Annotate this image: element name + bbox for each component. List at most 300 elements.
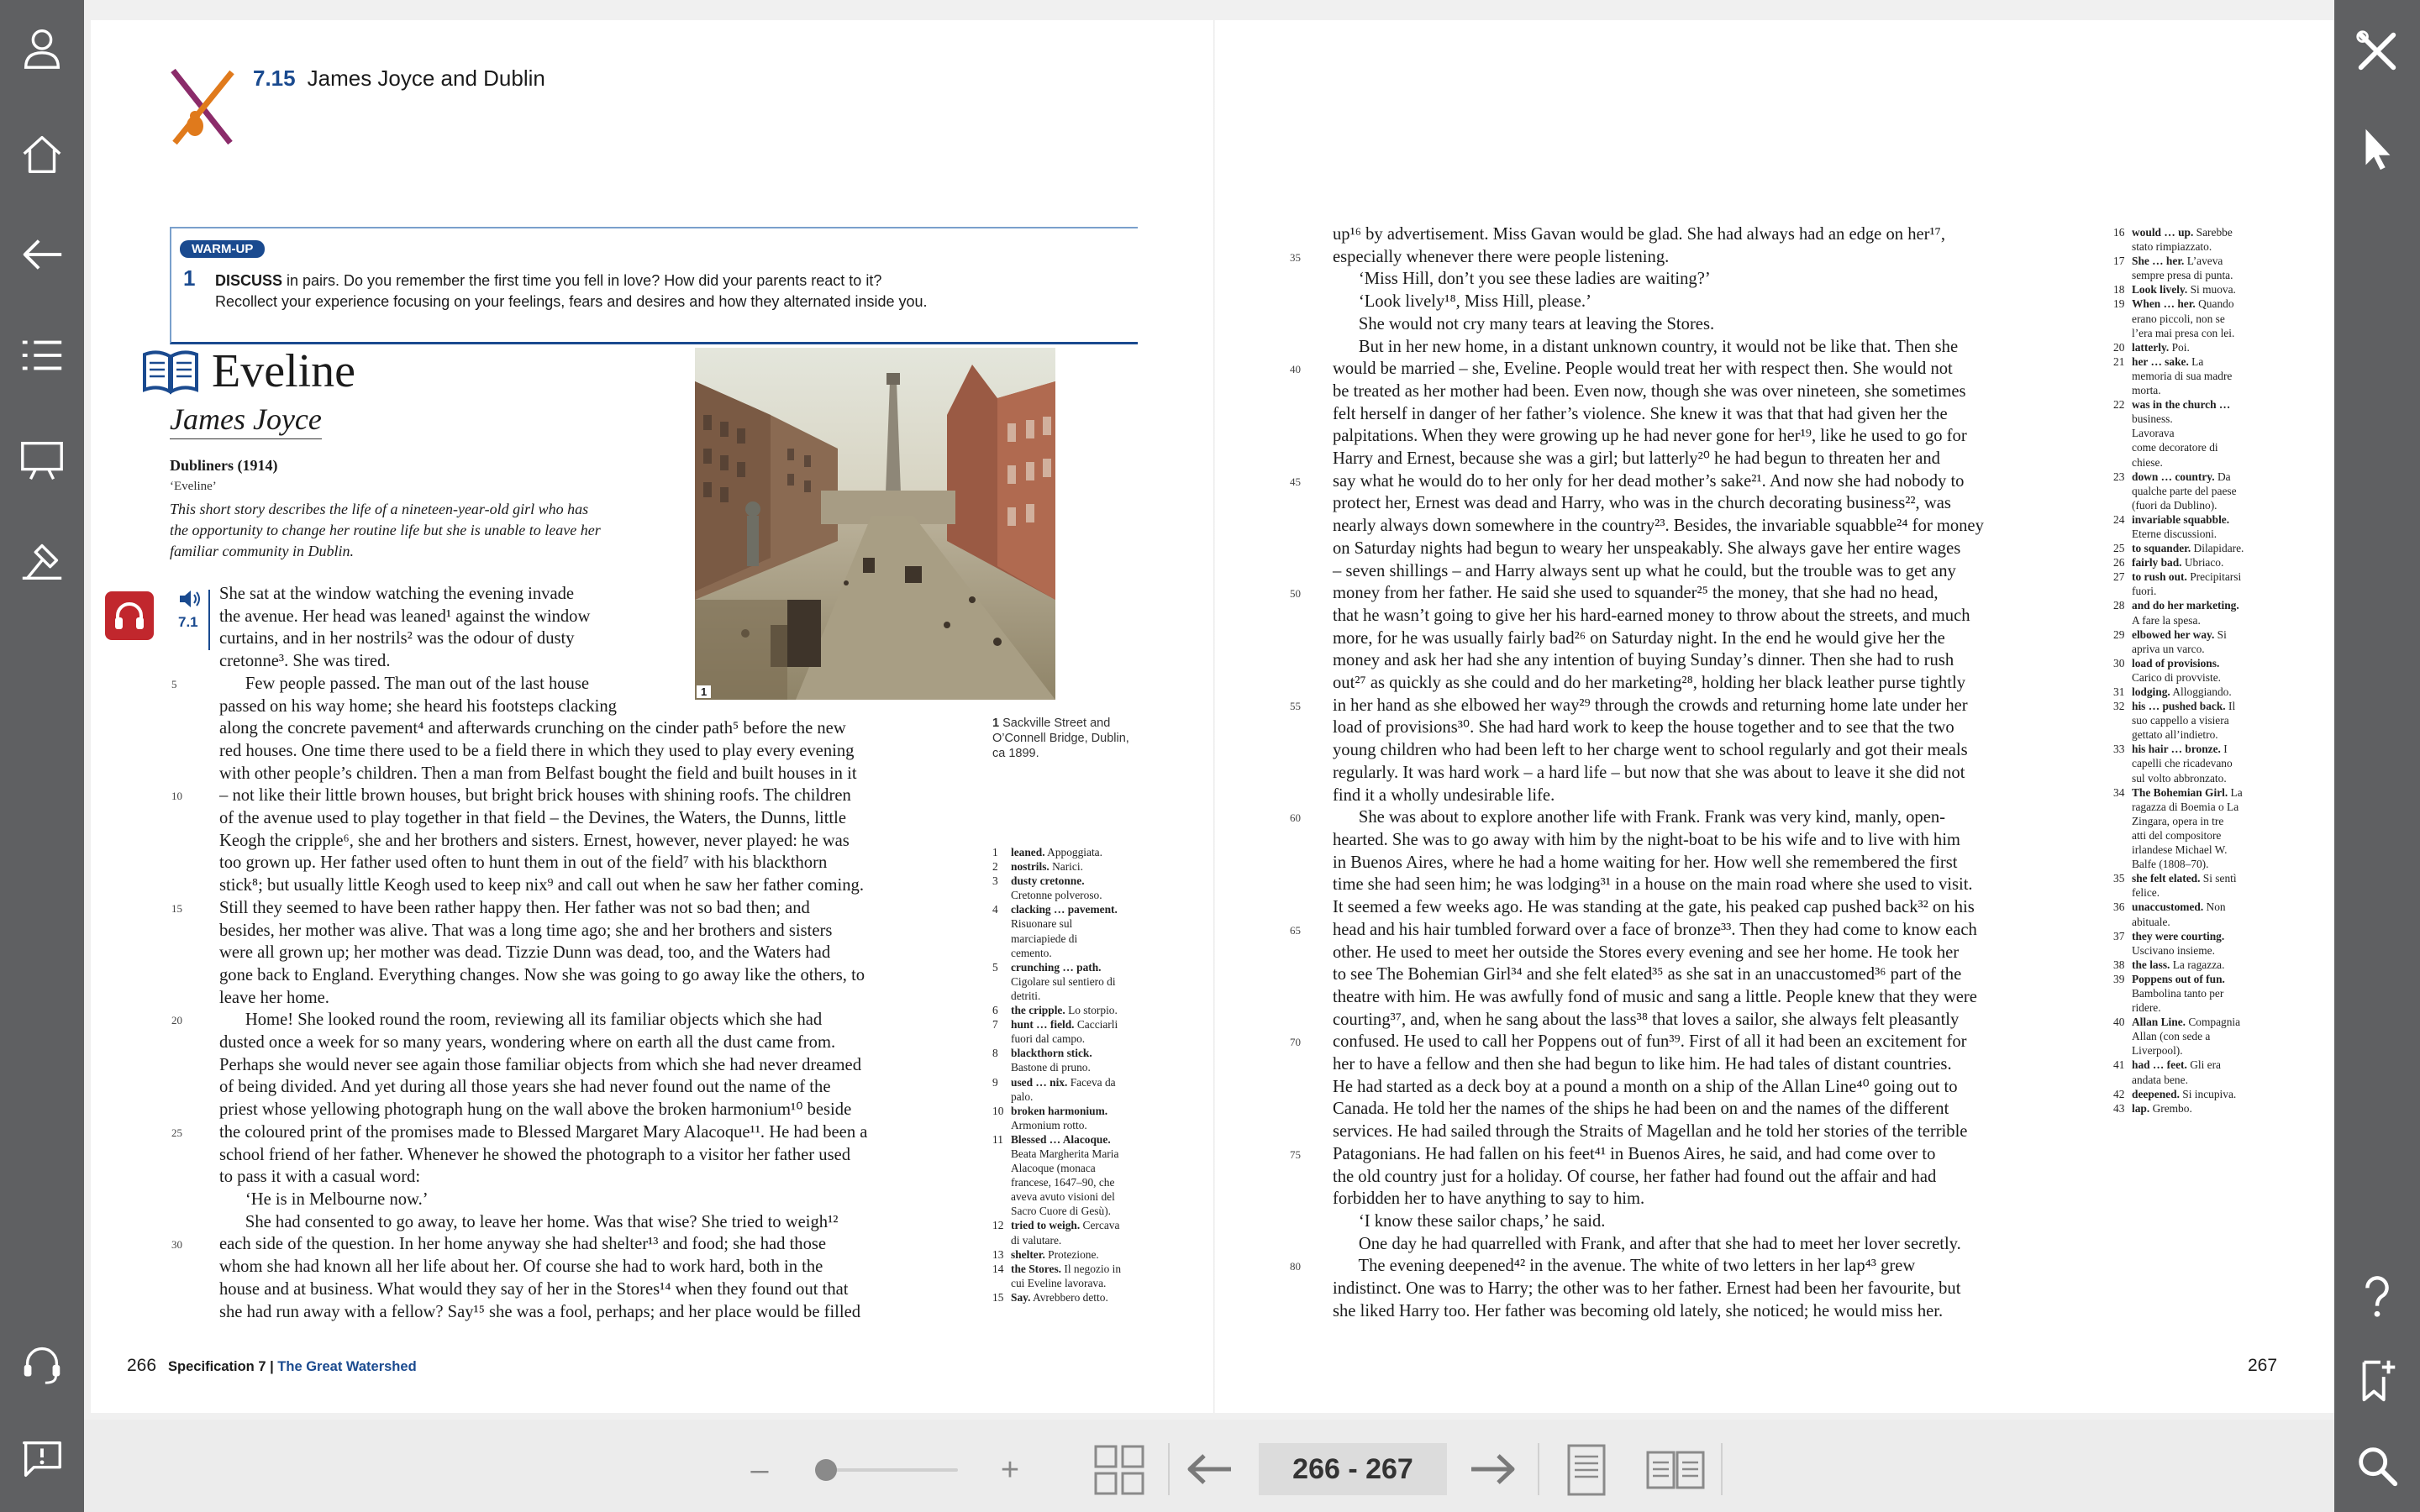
page-number-right: 267 (2248, 1356, 2278, 1375)
audio-track-marker[interactable] (178, 588, 208, 631)
glossary-definition: ridere. (2132, 1001, 2161, 1015)
glossary-term: her … sake. (2132, 354, 2189, 368)
single-page-view-button[interactable] (1561, 1440, 1612, 1500)
arrow-right-icon (1468, 1452, 1518, 1486)
glossary-body (2132, 354, 2232, 397)
text-line: hearted. She was to go away with him by the night-boat to be his wife and to live with him (1333, 830, 1960, 849)
story-intro-line: familiar community in Dublin. (170, 543, 354, 559)
glossary-number: 4 (992, 903, 998, 916)
text-line: Harry and Ernest, because she was a girl; but latterly²⁰ he had begun to threaten her and (1333, 449, 1940, 469)
glossary-term: elbowed her way. (2132, 627, 2215, 641)
page-range-field[interactable]: 266 - 267 (1259, 1443, 1447, 1495)
glossary-term: used … nix. (1011, 1075, 1068, 1089)
glossary-definition: Cercava (1080, 1219, 1120, 1232)
text-line: be treated as her mother had been. Even now, though she was over nineteen, she sometimes (1333, 381, 1966, 401)
text-line: – seven shillings – and Harry always sent up what he could, but the trouble was to get any (1333, 561, 1956, 580)
glossary-body (1011, 1003, 1118, 1017)
text-line: too grown up. Her father used often to hunt them in out of the field⁷ with his blackthorn (219, 853, 828, 873)
left-page (91, 20, 1214, 1413)
text-line: Home! She looked round the room, reviewing all its familiar objects which she had (219, 1011, 823, 1030)
glossary-definition: come decoratore di (2132, 441, 2218, 454)
glossary-body (2132, 742, 2233, 785)
glossary-definition: Si (2214, 627, 2227, 641)
glossary-term: shelter. (1011, 1247, 1045, 1261)
text-line: confused. He used to call her Poppens out of fun³⁹. First of all it had been an excitement for (1333, 1032, 1967, 1052)
glossary-number: 17 (2113, 255, 2125, 268)
glossary-body (2132, 470, 2237, 512)
glossary-term: When … her. (2132, 297, 2196, 311)
text-line: dusted once a week for so many years, wondering where on earth all the dust came from. (219, 1033, 836, 1053)
glossary-definition: Bambolina tanto per (2132, 986, 2224, 1000)
glossary-definition: capelli che ricadevano (2132, 757, 2233, 770)
audio-track-number: 7.1 (178, 614, 198, 630)
text-line: to pass it with a casual word: (219, 1168, 421, 1187)
double-page-view-button[interactable] (1642, 1440, 1709, 1500)
glossary-body (2132, 1058, 2221, 1086)
glossary-entry (2113, 541, 2281, 555)
glossary-term: Blessed … Alacoque. (1011, 1132, 1111, 1146)
warmup-number: 1 (183, 265, 196, 291)
glossary-definition: felice. (2132, 886, 2160, 900)
text-line: out²⁷ as quickly as she could and do her marketing²⁸, holding her black leather purse tightly (1333, 674, 1966, 693)
glossary-term: the Stores. (1011, 1262, 1062, 1275)
glossary-body (2132, 397, 2230, 469)
glossary-body (2132, 685, 2232, 699)
glossary-definition: atti del compositore (2132, 828, 2222, 842)
glossary-definition: Alacoque (monaca (1011, 1162, 1096, 1175)
glossary-body (1011, 1075, 1116, 1104)
glossary-number: 37 (2113, 929, 2125, 942)
glossary-definition: qualche parte del paese (2132, 484, 2237, 497)
text-line: would be married – she, Eveline. People would treat her with respect then. She would not (1333, 360, 1953, 379)
glossary-definition: Faceva da (1067, 1075, 1116, 1089)
glossary-definition: Dilapidare. (2191, 542, 2244, 555)
text-line: She sat at the window watching the evening invade (219, 585, 575, 603)
support-icon[interactable] (0, 1317, 84, 1410)
glossary-term: The Bohemian Girl. (2132, 785, 2228, 799)
glossary-definition: Si incupiva. (2179, 1087, 2237, 1100)
glossary-definition: Balfe (1808–70). (2132, 858, 2209, 871)
glossary-definition: Il negozio in (1061, 1262, 1122, 1275)
text-line: money from her father. He said she used to squander²⁵ the money, that she had no head, (1333, 584, 1939, 603)
glossary-term: fairly bad. (2132, 556, 2182, 570)
glossary-term: they were courting. (2132, 929, 2225, 942)
glossary-definition: Beata Margherita Maria (1011, 1147, 1119, 1160)
glossary-definition: suo cappello a visiera (2132, 714, 2229, 727)
glossary-term: load of provisions. (2132, 656, 2220, 669)
text-line: find it a wholly undesirable life. (1333, 785, 1555, 805)
zoom-slider[interactable] (815, 1462, 958, 1478)
back-arrow-icon[interactable] (0, 208, 84, 301)
glossary-definition: (fuori da Dublino). (2132, 498, 2217, 512)
tools-close-icon[interactable] (2334, 5, 2420, 97)
glossary-definition: aveva avuto visioni del (1011, 1190, 1115, 1204)
glossary-number: 8 (992, 1047, 998, 1060)
story-text-right (1333, 223, 2173, 1322)
glossary-number: 30 (2113, 656, 2125, 669)
text-line: courting³⁷, and, when he sang about the lass³⁸ that loves a sailor, she always felt pleasantly (1333, 1010, 1960, 1029)
glossary-term: invariable squabble. (2132, 512, 2230, 526)
footer-spec: Specification 7 | (168, 1359, 278, 1374)
glossary-entry (2113, 742, 2281, 785)
warmup-text (215, 270, 928, 312)
glossary-body (2132, 598, 2239, 627)
story-intro (170, 499, 758, 562)
glossary-definition: fuori dal campo. (1011, 1032, 1086, 1046)
glossary-entry (992, 1262, 1160, 1290)
line-number: 55 (1290, 699, 1301, 712)
glossary-definition: Grembo. (2149, 1101, 2192, 1115)
text-line: the avenue. Her head was leaned¹ against the window (219, 606, 591, 626)
glossary-definition: Cretonne polveroso. (1011, 889, 1102, 902)
glossary-definition: sul volto abbronzato. (2132, 771, 2227, 785)
glossary-entry (2113, 340, 2281, 354)
glossary-definition: morta. (2132, 384, 2161, 397)
glossary-definition: Liverpool). (2132, 1044, 2183, 1058)
section-title: James Joyce and Dublin (307, 66, 545, 91)
glossary-entry (2113, 354, 2281, 397)
glossary-definition: Zingara, opera in tre (2132, 814, 2224, 827)
glossary-entry (2113, 1101, 2281, 1116)
single-page-icon (1566, 1443, 1607, 1497)
glossary-definition: Il (2225, 700, 2236, 713)
text-line: Few people passed. The man out of the last house (219, 674, 590, 693)
page-number-left: 266 (127, 1356, 157, 1375)
glossary-body (1011, 902, 1118, 959)
glossary-definition: Gli era (2186, 1058, 2221, 1072)
glossary-term: would … up. (2132, 226, 2194, 239)
caption-line: O’Connell Bridge, Dublin, (992, 732, 1129, 745)
text-line: say what he would do to her only for her dead mother’s sake²¹. And now she had nobody to (1333, 471, 1965, 491)
zoom-in-button[interactable] (992, 1446, 1028, 1494)
text-line: Canada. He told her the names of the ships he had been on and the names of the different (1333, 1100, 1949, 1119)
glossary-definition: Poi. (2169, 340, 2190, 354)
glossary-term: was in the church … (2132, 398, 2231, 412)
glossary-definition: cui Eveline lavorava. (1011, 1276, 1107, 1289)
right-page (1214, 20, 2334, 1413)
text-line: up¹⁶ by advertisement. Miss Gavan would be glad. She had always had an edge on her¹⁷, (1333, 225, 1946, 244)
glossary-entry (2113, 254, 2281, 282)
glossary-entry (992, 960, 1160, 1003)
story-title: Eveline (212, 345, 356, 397)
text-line: more, for he was usually fairly bad²⁶ on Saturday night. In the end he would give her the (1333, 628, 1945, 648)
glossary-number: 21 (2113, 354, 2125, 368)
speaker-icon (178, 588, 203, 610)
line-number: 20 (171, 1014, 182, 1027)
glossary-term: She … her. (2132, 255, 2185, 268)
text-line: of being divided. And yet during all those years she had never found out the name of the (219, 1078, 831, 1097)
glossary-number: 5 (992, 960, 998, 974)
arrow-left-icon (1184, 1452, 1234, 1486)
text-line: forbidden her to have anything to say to him. (1333, 1189, 1645, 1209)
glossary-term: Poppens out of fun. (2132, 972, 2225, 985)
glossary-term: and do her marketing. (2132, 599, 2239, 612)
glossary-body (2132, 900, 2226, 928)
glossary-term: his hair … bronze. (2132, 743, 2221, 756)
glossary-body (2132, 627, 2227, 656)
text-line: in Buenos Aires, where he had a home waiting for her. How well she remembered the first (1333, 853, 1958, 872)
glossary-entry (2113, 627, 2281, 656)
glossary-term: Look lively. (2132, 283, 2188, 297)
text-line: with other people’s children. Then a man from Belfast bought the field and built houses in it (219, 764, 857, 783)
pointer-icon[interactable] (2334, 102, 2420, 195)
glossary-definition: andata bene. (2132, 1073, 2188, 1086)
line-number: 5 (171, 677, 177, 690)
open-book-icon (141, 348, 200, 395)
glossary-body (2132, 972, 2225, 1015)
story-title-block (141, 344, 355, 398)
warmup-badge: WARM-UP (180, 240, 265, 258)
text-line: She would not cry many tears at leaving the Stores. (1333, 314, 1715, 333)
divider (1168, 1443, 1170, 1495)
glossary-number: 20 (2113, 340, 2125, 354)
glossary-body (1011, 1104, 1107, 1132)
glossary-definition: fuori. (2132, 585, 2157, 598)
glossary-number: 24 (2113, 512, 2125, 526)
glossary-definition: Alloggiando. (2170, 685, 2232, 698)
text-line: in her hand as she elbowed her way²⁹ through the crowds and returning home late under her (1333, 696, 1968, 715)
glossary-entry (2113, 470, 2281, 512)
text-line: she had run away with a fellow? Say¹⁵ she was a fool, perhaps; and her place would be filled (219, 1302, 861, 1321)
section-header (253, 66, 545, 92)
glossary-definition: Cigolare sul sentiero di (1011, 974, 1116, 988)
glossary-body (2132, 254, 2233, 282)
line-number: 75 (1290, 1147, 1301, 1161)
glossary-entry (2113, 1058, 2281, 1086)
glossary-definition: Armonium rotto. (1011, 1118, 1087, 1131)
zoom-out-label: – (750, 1452, 769, 1488)
help-icon[interactable] (2334, 1250, 2420, 1342)
glossary-body (1011, 845, 1102, 859)
text-line: One day he had quarrelled with Frank, and after that she had to meet her lover secretly. (1333, 1234, 1961, 1253)
story-book: Dubliners (1914) (170, 457, 278, 474)
text-line: theatre with him. He was awfully fond of music and sang a little. People knew that they were (1333, 987, 1977, 1006)
text-line: But in her new home, in a distant unknown country, it would not be like that. Then she (1333, 337, 1959, 356)
tools-icon[interactable] (0, 514, 84, 606)
glossary-entry (2113, 656, 2281, 685)
glossary-entry (2113, 225, 2281, 254)
text-line: curtains, and in her nostrils² was the odour of dusty (219, 629, 575, 648)
glossary-entry (2113, 958, 2281, 972)
glossary-number: 3 (992, 874, 998, 888)
glossary-entry (2113, 871, 2281, 900)
glossary-entry (992, 1003, 1160, 1017)
zoom-out-button[interactable] (741, 1446, 778, 1494)
glossary-entry (2113, 282, 2281, 297)
glossary-body (2132, 282, 2236, 297)
glossary-entry (992, 1104, 1160, 1132)
text-line: ‘Look lively¹⁸, Miss Hill, please.’ (1333, 292, 1591, 312)
glossary-term: to squander. (2132, 542, 2191, 555)
glossary-number: 35 (2113, 872, 2125, 885)
glossary-body (2132, 958, 2224, 972)
text-line: – not like their little brown houses, but bright brick houses with shining roofs. The children (219, 786, 851, 806)
glossary-number: 26 (2113, 556, 2125, 570)
glossary-number: 2 (992, 860, 998, 874)
glossary-term: broken harmonium. (1011, 1104, 1108, 1117)
glossary-definition: Risuonare sul (1011, 917, 1073, 931)
text-line: each side of the question. In her home anyway she had shelter¹³ and food; she had those (219, 1235, 827, 1254)
glossary-term: the lass. (2132, 958, 2170, 971)
glossary-body (1011, 1017, 1118, 1046)
story-intro-line: This short story describes the life of a nineteen-year-old girl who has (170, 501, 589, 517)
text-line: cretonne³. She was tired. (219, 652, 391, 671)
glossary-body (2132, 1101, 2192, 1116)
divider (1538, 1443, 1539, 1495)
glossary-entry (992, 1218, 1160, 1247)
next-page-button[interactable] (1464, 1443, 1523, 1495)
whiteboard-icon[interactable] (0, 413, 84, 506)
bookmark-add-icon[interactable] (2334, 1334, 2420, 1426)
caption-number: 1 (992, 717, 1000, 730)
line-number: 35 (1290, 250, 1301, 264)
glossary-term: down … country. (2132, 470, 2215, 483)
line-number: 15 (171, 901, 182, 915)
glossary-definition: Si sentì (2200, 872, 2237, 885)
photo-number: 1 (697, 685, 711, 698)
glossary-term: blackthorn stick. (1011, 1047, 1092, 1060)
glossary-definition: marciapiede di (1011, 932, 1078, 945)
text-line: especially whenever there were people listening. (1333, 247, 1670, 266)
line-number: 40 (1290, 363, 1301, 376)
glossary-entry (2113, 785, 2281, 872)
glossary-definition: La (2188, 354, 2204, 368)
right-toolbar (2334, 0, 2420, 1512)
glossary-definition: erano piccoli, non se (2132, 312, 2225, 325)
glossary-body (1011, 1132, 1118, 1219)
glossary-definition: La ragazza. (2170, 958, 2225, 971)
caption-line: Sackville Street and (1002, 717, 1111, 730)
glossary-entry (992, 1075, 1160, 1104)
text-line: She was about to explore another life with Frank. Frank was very kind, manly, open- (1333, 808, 1946, 827)
glossary-body (1011, 1247, 1099, 1262)
glossary-term: lodging. (2132, 685, 2170, 698)
text-line: regularly. It was hard work – a hard life – but now that she was about to leave it she did not (1333, 763, 1965, 782)
glossary-number: 1 (992, 846, 998, 858)
glossary-definition: gettato all’indietro. (2132, 728, 2218, 742)
line-number: 65 (1290, 923, 1301, 937)
text-line: stick⁸; but usually little Keogh used to keep nix⁹ and call out when he saw her father coming. (219, 876, 864, 895)
glossary-definition: Eterne discussioni. (2132, 527, 2217, 540)
headphones-icon (113, 599, 146, 633)
glossary-number: 9 (992, 1075, 998, 1089)
glossary-definition: chiese. (2132, 455, 2163, 469)
thumbnails-button[interactable] (1089, 1440, 1150, 1500)
glossary-definition: palo. (1011, 1089, 1034, 1103)
home-icon[interactable] (0, 108, 84, 200)
glossary-term: had … feet. (2132, 1058, 2187, 1072)
footer-left (127, 1356, 417, 1376)
text-line: Keogh the cripple⁶, she and her brothers and sisters. Ernest, however, never played: he was (219, 831, 850, 850)
glossary-term: deepened. (2132, 1087, 2180, 1100)
glossary-number: 25 (2113, 542, 2125, 555)
text-line: house and at business. What would they say of her in the Stores¹⁴ when they found out that (219, 1279, 849, 1299)
glossary-entry (2113, 1087, 2281, 1101)
glossary-left (992, 845, 1160, 1305)
glossary-definition: Uscivano insieme. (2132, 943, 2215, 957)
glossary-body (2132, 1015, 2240, 1058)
glossary-definition: Bastone di pruno. (1011, 1061, 1091, 1074)
previous-page-button[interactable] (1180, 1443, 1239, 1495)
glossary-number: 31 (2113, 685, 2125, 698)
glossary-body (1011, 1290, 1108, 1305)
glossary-number: 10 (992, 1104, 1004, 1117)
story-text-left (219, 583, 1060, 1323)
glossary-definition: abituale. (2132, 915, 2170, 928)
glossary-number: 18 (2113, 283, 2125, 297)
list-icon[interactable] (0, 309, 84, 402)
line-number: 25 (171, 1126, 182, 1139)
glossary-definition: cemento. (1011, 946, 1052, 959)
search-icon[interactable] (2334, 1420, 2420, 1512)
glossary-number: 34 (2113, 785, 2125, 799)
text-line: of the avenue used to play together in that field – the Devines, the Waters, the Dunns, little (219, 809, 846, 828)
glossary-number: 16 (2113, 226, 2125, 239)
text-line: The evening deepened⁴² in the avenue. The white of two letters in her lap⁴³ grew (1333, 1257, 1916, 1276)
user-icon[interactable] (0, 2, 84, 94)
warmup-line-2: Recollect your experience focusing on your feelings, fears and desires and how they alternated inside you. (215, 293, 928, 310)
line-number: 45 (1290, 475, 1301, 488)
glossary-definition: detriti. (1011, 989, 1041, 1002)
glossary-term: Say. (1011, 1290, 1031, 1304)
text-line: young children who had been left to her charge went to school regularly and got their meals (1333, 741, 1968, 760)
glossary-definition: Sacro Cuore di Gesù). (1011, 1205, 1111, 1218)
grid-icon (1093, 1444, 1145, 1496)
glossary-term: Allan Line. (2132, 1016, 2186, 1029)
text-line: priest whose yellowing photograph hung on the wall above the broken harmonium¹⁰ beside (219, 1100, 852, 1120)
glossary-body (2132, 570, 2241, 598)
glossary-term: unaccustomed. (2132, 900, 2204, 914)
glossary-entry (992, 859, 1160, 874)
text-line: to see The Bohemian Girl³⁴ and she felt elated³⁵ as she sat in an unaccustomed³⁶ part of the (1333, 965, 1962, 984)
glossary-term: crunching … path. (1011, 960, 1102, 974)
footer-unit[interactable]: The Great Watershed (277, 1359, 417, 1374)
glossary-entry (992, 1046, 1160, 1074)
text-line: ‘He is in Melbourne now.’ (219, 1189, 429, 1209)
text-line: She had consented to go away, to leave her home. Was that wise? She tried to weigh¹² (219, 1212, 839, 1231)
glossary-entry (992, 902, 1160, 959)
story-intro-line: the opportunity to change her routine life but she is unable to leave her (170, 522, 601, 538)
glossary-body (1011, 1262, 1121, 1290)
text-line: ‘Miss Hill, don’t you see these ladies are waiting?’ (1333, 270, 1711, 289)
glossary-body (2132, 656, 2221, 685)
discuss-label: DISCUSS (215, 272, 283, 289)
glossary-number: 6 (992, 1004, 998, 1017)
glossary-body (2132, 340, 2190, 354)
text-line: nearly always down somewhere in the country²³. Besides, the invariable squabble²⁴ for money (1333, 517, 1984, 536)
audio-player-button[interactable] (105, 591, 154, 640)
text-line: indistinct. One was to Harry; the other was to her father. Ernest had been her favourite, but (1333, 1279, 1961, 1299)
glossary-right (2113, 225, 2281, 1116)
text-line: school friend of her father. Whenever he showed the photograph to a visitor her father used (219, 1145, 851, 1164)
story-author: James Joyce (170, 402, 322, 439)
glossary-term: lap. (2132, 1101, 2150, 1115)
glossary-term: his … pushed back. (2132, 700, 2226, 713)
glossary-entry (992, 874, 1160, 902)
glossary-body (2132, 871, 2237, 900)
feedback-icon[interactable] (0, 1413, 84, 1505)
zoom-slider-thumb[interactable] (815, 1459, 837, 1481)
glossary-definition: Da (2214, 470, 2231, 483)
text-line: whom she had known all her life about her. Of course she had to work hard, both in the (219, 1257, 823, 1277)
text-line: felt herself in danger of her father’s violence. She knew it was that that had given her the (1333, 404, 1948, 423)
glossary-body (2132, 555, 2223, 570)
audio-bar (208, 590, 210, 650)
glossary-definition: Protezione. (1044, 1247, 1099, 1261)
text-line: ‘I know these sailor chaps,’ he said. (1333, 1211, 1606, 1231)
glossary-definition: Allan (con sede a (2132, 1030, 2211, 1043)
text-line: that he wasn’t going to give her his hard-earned money to throw about the streets, and much (1333, 606, 1970, 625)
